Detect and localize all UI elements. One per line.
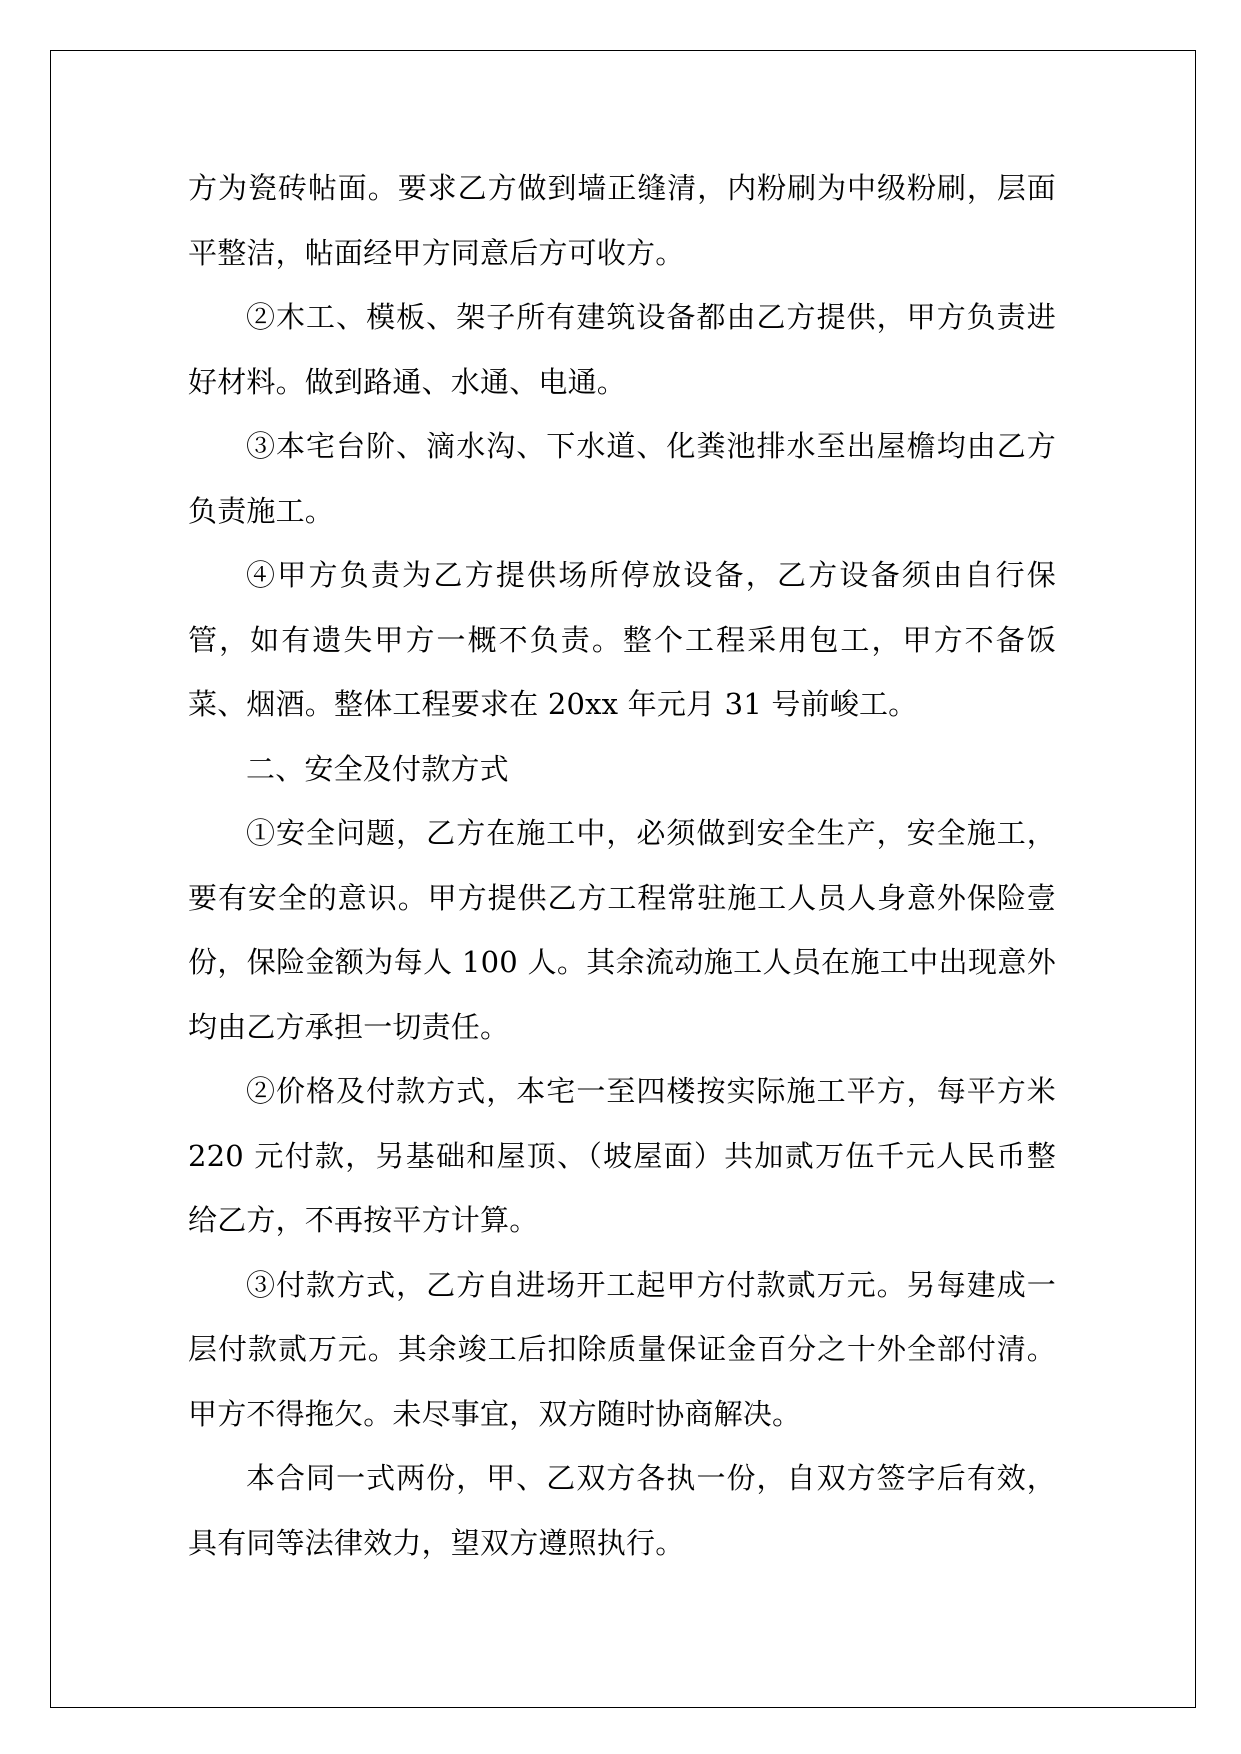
paragraph-payment-method: ③付款方式，乙方自进场开工起甲方付款贰万元。另每建成一层付款贰万元。其余竣工后扣除质量保证金百分之十外全部付清。甲方不得拖欠。未尽事宜，双方随时协商解决。 <box>188 1267 1056 1431</box>
section-heading-safety-payment: 二、安全及付款方式 <box>246 751 509 786</box>
paragraph-tile-finish: 方为瓷砖帖面。要求乙方做到墙正缝清，内粉刷为中级粉刷，层面平整洁，帖面经甲方同意后方可收方。 <box>188 171 1056 270</box>
paragraph-contract-copies: 本合同一式两份，甲、乙双方各执一份，自双方签字后有效，具有同等法律效力，望双方遵照执行。 <box>188 1461 1056 1560</box>
paragraph-item-4-site-storage: ④甲方负责为乙方提供场所停放设备，乙方设备须由自行保管，如有遗失甲方一概不负责。整个工程采用包工，甲方不备饭菜、烟酒。整体工程要求在 20xx 年元月 31 号前峻工。 <box>188 558 1056 721</box>
paragraph-item-3-drainage: ③本宅台阶、滴水沟、下水道、化粪池排水至出屋檐均由乙方负责施工。 <box>188 429 1056 528</box>
paragraph-safety: ①安全问题，乙方在施工中，必须做到安全生产，安全施工，要有安全的意识。甲方提供乙方工程常驻施工人员人身意外保险壹份，保险金额为每人 100 人。其余流动施工人员在施工中出现意外均由乙方承担一切责任。 <box>188 816 1056 1044</box>
paragraph-price: ②价格及付款方式，本宅一至四楼按实际施工平方，每平方米 220 元付款，另基础和屋顶、（坡屋面）共加贰万伍千元人民币整给乙方，不再按平方计算。 <box>188 1074 1056 1237</box>
document-body <box>188 156 1056 1575</box>
paragraph-item-2-equipment: ②木工、模板、架子所有建筑设备都由乙方提供，甲方负责进好材料。做到路通、水通、电通。 <box>188 300 1056 399</box>
